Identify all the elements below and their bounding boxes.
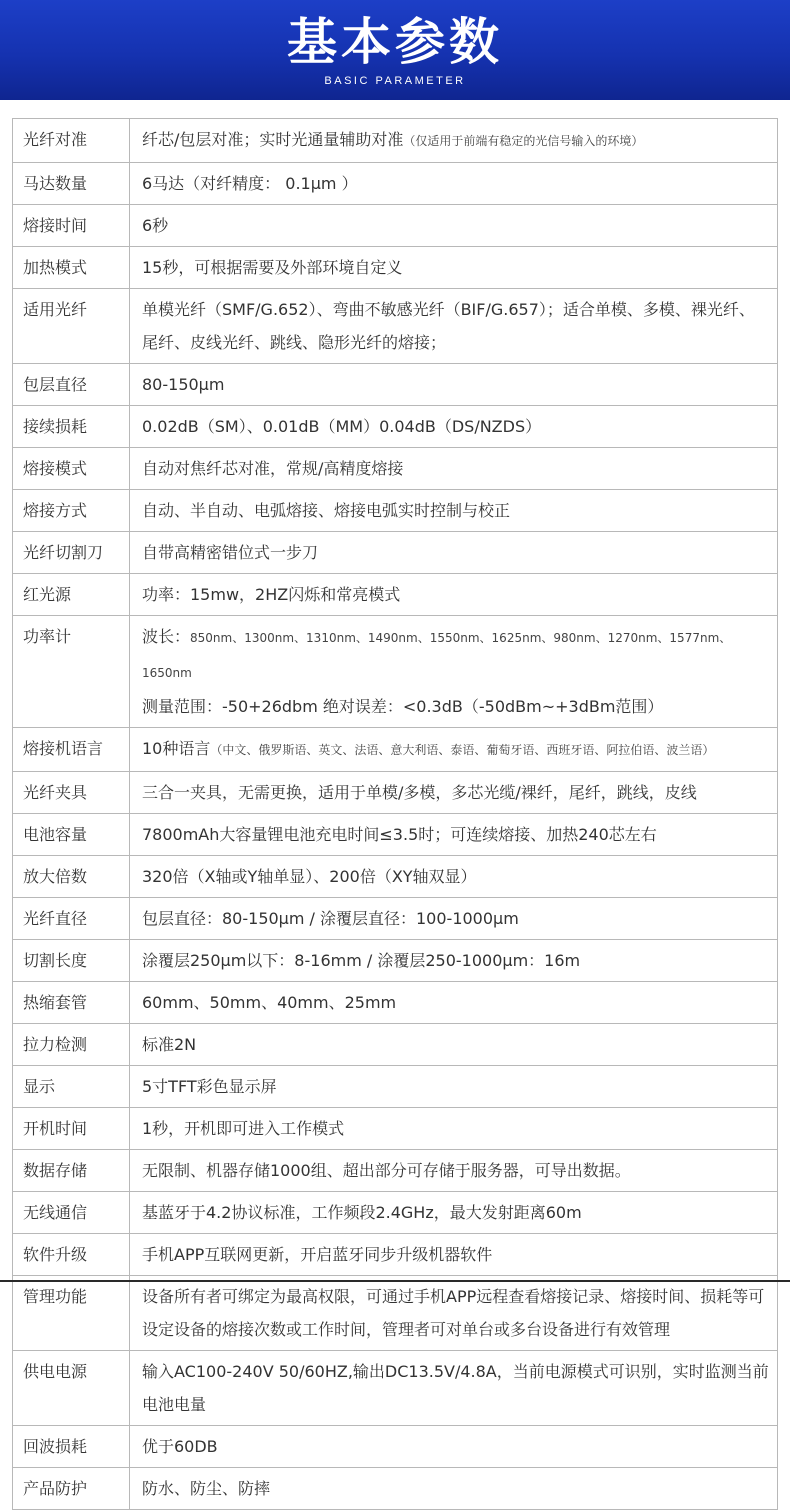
- table-row: [13, 532, 778, 574]
- row-label: 适用光纤: [13, 289, 130, 364]
- table-row: [13, 1234, 778, 1276]
- bottom-divider: [0, 1280, 790, 1282]
- row-label: 电池容量: [13, 814, 130, 856]
- row-label: 热缩套管: [13, 982, 130, 1024]
- row-value-text: 功率：15mw，2HZ闪烁和常亮模式: [142, 585, 401, 604]
- table-row: [13, 814, 778, 856]
- row-value: [130, 1468, 778, 1510]
- table-row: [13, 728, 778, 772]
- row-label: 红光源: [13, 574, 130, 616]
- table-row: [13, 247, 778, 289]
- row-value: [130, 119, 778, 163]
- row-value-text: 包层直径：80-150μm / 涂覆层直径：100-1000μm: [142, 909, 519, 928]
- row-value-text: 标准2N: [142, 1035, 197, 1054]
- table-row: [13, 1468, 778, 1510]
- table-row: [13, 1024, 778, 1066]
- row-label: 切割长度: [13, 940, 130, 982]
- table-row: [13, 1150, 778, 1192]
- row-value: [130, 247, 778, 289]
- table-row: [13, 898, 778, 940]
- table-row: [13, 1426, 778, 1468]
- row-label: 光纤夹具: [13, 772, 130, 814]
- row-label: 回波损耗: [13, 1426, 130, 1468]
- table-row: [13, 772, 778, 814]
- row-value: [130, 1150, 778, 1192]
- row-label: 显示: [13, 1066, 130, 1108]
- row-label: 放大倍数: [13, 856, 130, 898]
- row-value-text: 15秒，可根据需要及外部环境自定义: [142, 258, 403, 277]
- row-value-note: 850nm、1300nm、1310nm、1490nm、1550nm、1625nm、980nm、1270nm、1577nm、1650nm: [142, 631, 732, 680]
- row-value: [130, 289, 778, 364]
- table-row: [13, 490, 778, 532]
- row-value-note: （中文、俄罗斯语、英文、法语、意大利语、泰语、葡萄牙语、西班牙语、阿拉伯语、波兰语）: [210, 743, 715, 757]
- row-value: [130, 490, 778, 532]
- row-value-note: （仅适用于前端有稳定的光信号输入的环境）: [403, 134, 644, 148]
- row-value-text: 自动对焦纤芯对准，常规/高精度熔接: [142, 459, 404, 478]
- row-label: 熔接机语言: [13, 728, 130, 772]
- row-label: 无线通信: [13, 1192, 130, 1234]
- row-value-text: 设备所有者可绑定为最高权限，可通过手机APP远程查看熔接记录、熔接时间、损耗等可设定设备的熔接次数或工作时间，管理者可对单台或多台设备进行有效管理: [142, 1287, 765, 1339]
- row-value: [130, 532, 778, 574]
- row-value-text: 三合一夹具，无需更换，适用于单模/多模，多芯光缆/裸纤，尾纤，跳线，皮线: [142, 783, 697, 802]
- spec-table: [12, 118, 778, 1510]
- row-value-text: 手机APP互联网更新，开启蓝牙同步升级机器软件: [142, 1245, 493, 1264]
- table-row: [13, 119, 778, 163]
- row-value-text: 纤芯/包层对准；实时光通量辅助对准: [142, 130, 404, 149]
- row-value-text: 0.02dB（SM）、0.01dB（MM）0.04dB（DS/NZDS）: [142, 417, 542, 436]
- row-value-text: 无限制、机器存储1000组、超出部分可存储于服务器，可导出数据。: [142, 1161, 631, 1180]
- row-value: [130, 448, 778, 490]
- table-row: [13, 205, 778, 247]
- row-value: [130, 772, 778, 814]
- row-value: [130, 898, 778, 940]
- row-value: [130, 364, 778, 406]
- row-value-text: 80-150μm: [142, 375, 225, 394]
- row-label: 包层直径: [13, 364, 130, 406]
- row-label: 功率计: [13, 616, 130, 728]
- row-label: 熔接方式: [13, 490, 130, 532]
- row-value-text: 7800mAh大容量锂电池充电时间≤3.5时；可连续熔接、加热240芯左右: [142, 825, 657, 844]
- row-label: 光纤对准: [13, 119, 130, 163]
- row-value-text: 防水、防尘、防摔: [142, 1479, 271, 1498]
- row-value: [130, 982, 778, 1024]
- page-subtitle: BASIC PARAMETER: [324, 75, 466, 87]
- table-row: [13, 364, 778, 406]
- row-value: [130, 205, 778, 247]
- row-value: [130, 1066, 778, 1108]
- row-value: [130, 940, 778, 982]
- table-row: [13, 574, 778, 616]
- row-label: 加热模式: [13, 247, 130, 289]
- table-row: [13, 1108, 778, 1150]
- page-title: 基本参数: [287, 13, 503, 71]
- row-label: 开机时间: [13, 1108, 130, 1150]
- table-row: [13, 616, 778, 728]
- row-label: 供电电源: [13, 1351, 130, 1426]
- row-value: [130, 616, 778, 728]
- row-value-text: 单模光纤（SMF/G.652）、弯曲不敏感光纤（BIF/G.657）；适合单模、多模、裸光纤、尾纤、皮线光纤、跳线、隐形光纤的熔接；: [142, 300, 755, 352]
- row-label: 光纤切割刀: [13, 532, 130, 574]
- row-value-text: 自带高精密错位式一步刀: [142, 543, 319, 562]
- row-value-text: 10种语言: [142, 739, 211, 758]
- row-value-text: 基蓝牙于4.2协议标准，工作频段2.4GHz，最大发射距离60m: [142, 1203, 582, 1222]
- row-label: 马达数量: [13, 163, 130, 205]
- row-value-text: 320倍（X轴或Y轴单显）、200倍（XY轴双显）: [142, 867, 477, 886]
- row-label: 数据存储: [13, 1150, 130, 1192]
- row-value-text: 涂覆层250μm以下：8-16mm / 涂覆层250-1000μm：16m: [142, 951, 581, 970]
- table-row: [13, 1351, 778, 1426]
- table-row: [13, 1066, 778, 1108]
- table-row: [13, 856, 778, 898]
- table-row: [13, 289, 778, 364]
- row-value: [130, 1024, 778, 1066]
- table-row: [13, 406, 778, 448]
- row-value: [130, 163, 778, 205]
- table-row: [13, 163, 778, 205]
- row-label: 产品防护: [13, 1468, 130, 1510]
- row-value-text: 自动、半自动、电弧熔接、熔接电弧实时控制与校正: [142, 501, 511, 520]
- row-label: 软件升级: [13, 1234, 130, 1276]
- row-value-text: 60mm、50mm、40mm、25mm: [142, 993, 397, 1012]
- row-label: 光纤直径: [13, 898, 130, 940]
- row-value: [130, 814, 778, 856]
- row-value-text: 输入AC100-240V 50/60HZ,输出DC13.5V/4.8A，当前电源模式可识别，实时监测当前电池电量: [142, 1362, 769, 1414]
- row-label: 熔接模式: [13, 448, 130, 490]
- row-value-text: 1秒，开机即可进入工作模式: [142, 1119, 345, 1138]
- row-value: [130, 406, 778, 448]
- row-value: [130, 856, 778, 898]
- header-banner: [0, 0, 790, 100]
- row-value-text: 优于60DB: [142, 1437, 218, 1456]
- row-value: [130, 1108, 778, 1150]
- row-label: 管理功能: [13, 1276, 130, 1351]
- row-value: [130, 1276, 778, 1351]
- table-row: [13, 940, 778, 982]
- row-value-text: 6秒: [142, 216, 169, 235]
- row-value: [130, 1351, 778, 1426]
- row-value: [130, 574, 778, 616]
- row-value-text: 波长：: [142, 627, 191, 646]
- row-value: [130, 1234, 778, 1276]
- table-row: [13, 982, 778, 1024]
- row-label: 熔接时间: [13, 205, 130, 247]
- spec-table-body: [13, 119, 778, 1510]
- table-row: [13, 1192, 778, 1234]
- row-value-text: 6马达（对纤精度： 0.1μm ）: [142, 174, 358, 193]
- row-value: [130, 728, 778, 772]
- row-value-secondary: 测量范围：-50+26dbm 绝对误差：<0.3dB（-50dBm~+3dBm范围）: [142, 697, 664, 716]
- table-row: [13, 1276, 778, 1351]
- row-value: [130, 1426, 778, 1468]
- row-label: 接续损耗: [13, 406, 130, 448]
- row-label: 拉力检测: [13, 1024, 130, 1066]
- row-value: [130, 1192, 778, 1234]
- table-row: [13, 448, 778, 490]
- row-value-text: 5寸TFT彩色显示屏: [142, 1077, 277, 1096]
